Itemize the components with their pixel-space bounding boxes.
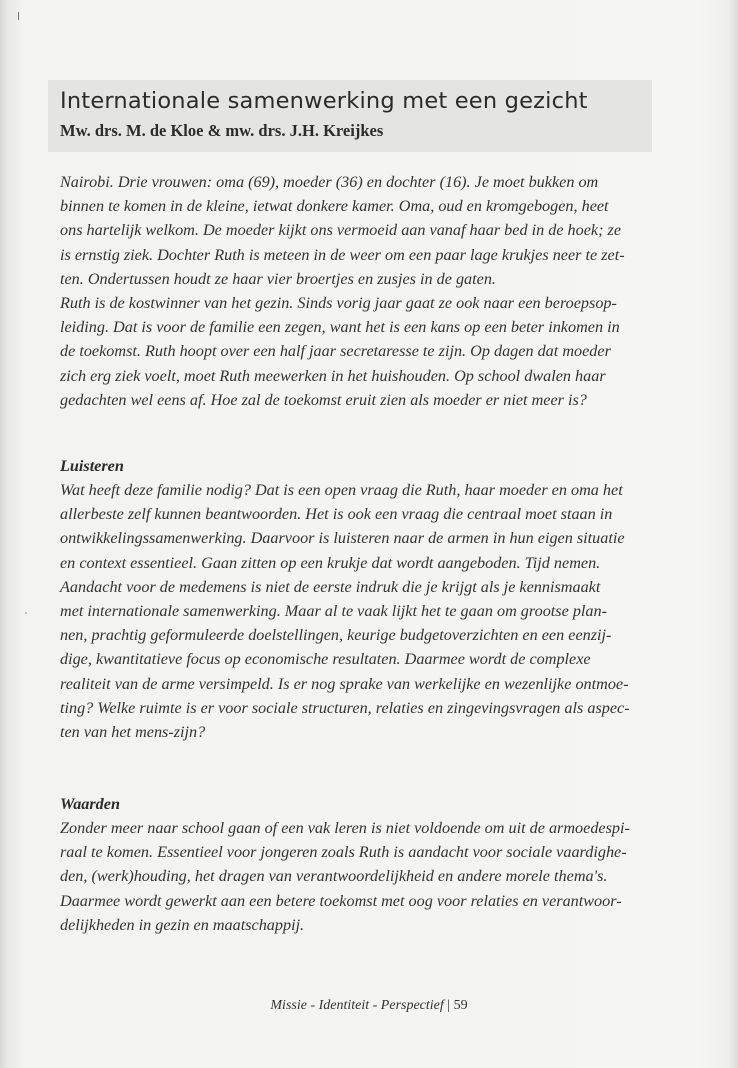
text-line: leiding. Dat is voor de familie een zegen, want het is een kans op een beter inkomen in [60, 318, 620, 337]
text-line: gedachten wel eens af. Hoe zal de toekomst eruit zien als moeder er niet meer is? [60, 390, 587, 409]
text-line: Nairobi. Drie vrouwen: oma (69), moeder (36) en dochter (16). Je moet bukken om [60, 173, 599, 191]
page-number: 59 [453, 998, 468, 1013]
text-line: binnen te komen in de kleine, ietwat donkere kamer. Oma, oud en kromgebogen, heet [60, 197, 609, 216]
text-line: Aandacht voor de medemens is niet de eerste indruk die je krijgt als je kennismaakt [60, 577, 601, 596]
text-line: ting? Welke ruimte is er voor sociale structuren, relaties en zingevingsvragen als aspec- [60, 698, 630, 717]
article-authors: Mw. drs. M. de Kloe & mw. drs. J.H. Kreijkes [60, 121, 384, 140]
running-title: Missie - Identiteit - Perspectief [270, 998, 444, 1013]
text-line: realiteit van de arme versimpeld. Is er nog sprake van werkelijke en wezenlijke ontmoe- [60, 674, 629, 693]
text-line: ontwikkelingssamenwerking. Daarvoor is luisteren naar de armen in hun eigen situatie [60, 529, 625, 548]
text-line: dige, kwantitatieve focus op economische resultaten. Daarmee wordt de complexe [60, 650, 591, 669]
text-line: de toekomst. Ruth hoopt over een half jaar secretaresse te zijn. Op dagen dat moeder [60, 342, 611, 361]
footer-separator: | [447, 998, 451, 1013]
section-heading-luisteren: Luisteren [60, 457, 124, 475]
page-footer [0, 998, 738, 1014]
text-line: en context essentieel. Gaan zitten op een krukje dat wordt aangeboden. Tijd nemen. [60, 553, 601, 572]
intro-text [60, 170, 660, 412]
text-line: Ruth is de kostwinner van het gezin. Sinds vorig jaar gaat ze ook naar een beroepsop- [60, 294, 617, 313]
text-line: nen, prachtig geformuleerde doelstellingen, keurige budgetoverzichten en een eenzij- [60, 626, 612, 645]
section-luisteren [60, 454, 660, 744]
text-line: raal te komen. Essentieel voor jongeren zoals Ruth is aandacht voor sociale vaardighe- [60, 843, 627, 862]
text-line: Wat heeft deze familie nodig? Dat is een open vraag die Ruth, haar moeder en oma het [60, 481, 623, 499]
text-line: Daarmee wordt gewerkt aan een betere toekomst met oog voor relaties en verantwoor- [60, 891, 622, 910]
text-line: zich erg ziek voelt, moet Ruth meewerken in het huishouden. Op school dwalen haar [60, 366, 606, 385]
section-waarden [60, 792, 660, 937]
text-line: met internationale samenwerking. Maar al te vaak lijkt het te gaan om grootse plan- [60, 602, 607, 621]
text-line: Zonder meer naar school gaan of een vak leren is niet voldoende om uit de armoedespi- [60, 819, 630, 837]
text-line: den, (werk)houding, het dragen van verantwoordelijkheid en andere morele thema's. [60, 867, 608, 886]
text-line: delijkheden in gezin en maatschappij. [60, 915, 305, 934]
text-line: allerbeste zelf kunnen beantwoorden. Het is ook een vraag die centraal moet staan in [60, 505, 613, 524]
text-line: ten van het mens-zijn? [60, 723, 206, 742]
article-title: Internationale samenwerking met een gezicht [60, 88, 588, 114]
text-line: ons hartelijk welkom. De moeder kijkt ons vermoeid aan vanaf haar bed in de hoek; ze [60, 221, 622, 240]
spine-mark [18, 12, 19, 20]
scan-speck [25, 612, 27, 614]
section-heading-waarden: Waarden [60, 795, 120, 813]
text-line: ten. Ondertussen houdt ze haar vier broertjes en zusjes in de gaten. [60, 269, 496, 288]
text-line: is ernstig ziek. Dochter Ruth is meteen in de weer om een paar lage krukjes neer te zet- [60, 245, 625, 264]
